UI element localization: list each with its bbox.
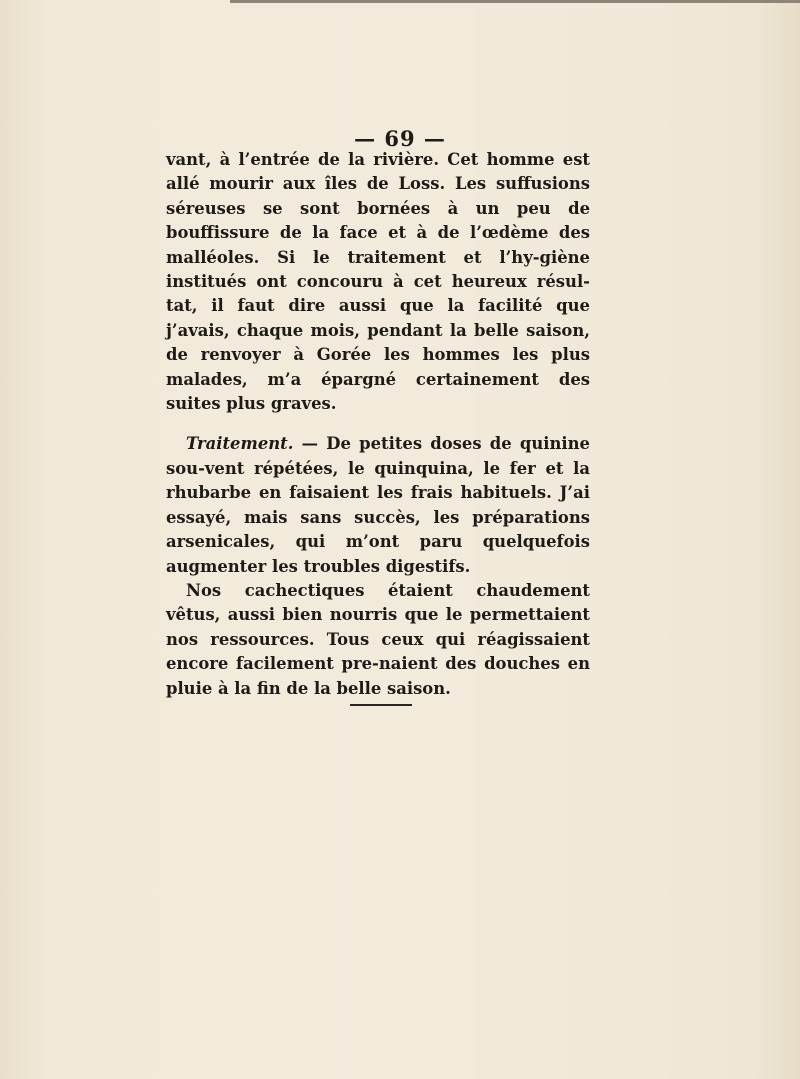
paragraph-2-body: — De petites doses de quinine sou-vent répétées, le quinquina, le fer et la rhubarbe en faisaient les frais habituels. J’ai essayé, mais sans succès, les préparations arsenicales, qui m’ont paru quelquefois augmenter les troubles digestifs. <box>166 434 590 576</box>
paragraph-1 <box>166 148 590 416</box>
section-end-rule <box>350 704 412 706</box>
page-number: — 69 — <box>354 126 446 151</box>
paragraph-3 <box>166 579 590 701</box>
section-heading-traitement: Traitement. <box>186 434 294 454</box>
body-text <box>166 148 590 701</box>
page-top-edge <box>230 0 800 3</box>
paragraph-2 <box>166 432 590 578</box>
paragraph-3-text: Nos cachectiques étaient chaudement vêtus, aussi bien nourris que le permettaient nos ressources. Tous ceux qui réagissaient encore facilement pre-naient des douches en pluie à la fin de la belle saison. <box>166 580 590 698</box>
paragraph-2-text <box>166 432 590 578</box>
paragraph-1-text: vant, à l’entrée de la rivière. Cet homme est allé mourir aux îles de Loss. Les suffusions séreuses se sont bornées à un peu de bouffissure de la face et à de l’œdème des malléoles. Si le traitement et l’hy-giène institués ont concouru à cet heureux résul-tat, il faut dire aussi que la facilité que j’avais, chaque mois, pendant la belle saison, de renvoyer à Gorée les hommes les plus malades, m’a épargné certainement des suites plus graves. <box>166 150 590 414</box>
